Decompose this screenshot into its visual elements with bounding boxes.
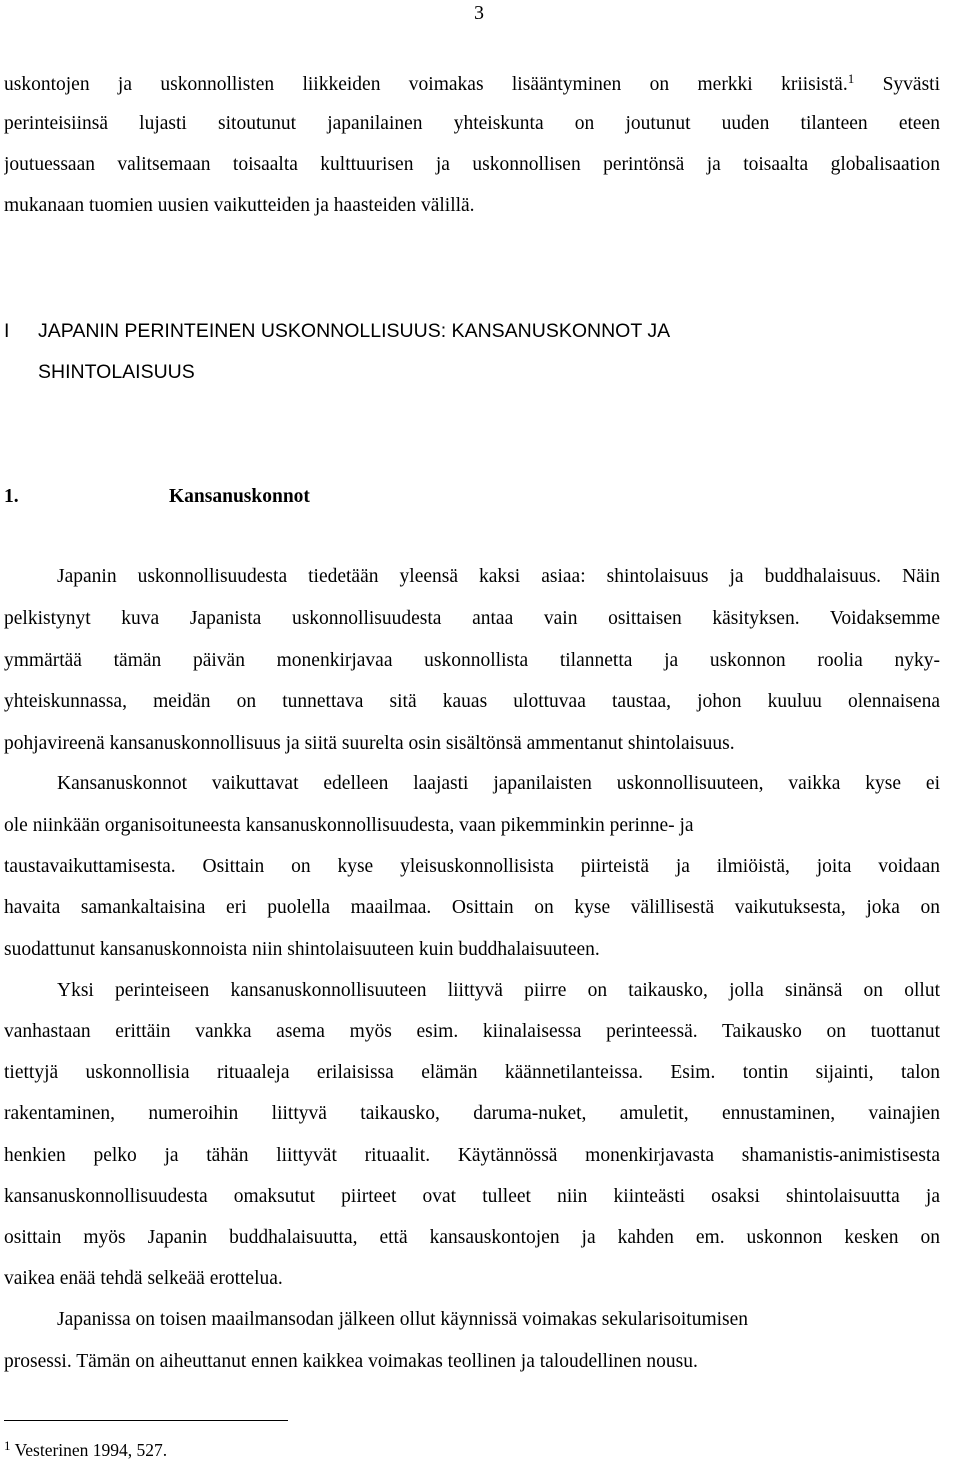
chapter-title-line: SHINTOLAISUUS	[38, 361, 195, 383]
intro-line: joutuessaan valitsemaan toisaalta kulttuurisen ja uskonnollisen perintönsä ja toisaalta globalisaation	[4, 154, 940, 175]
paragraph-line: vanhastaan erittäin vankka asema myös esim. kiinalaisessa perinteessä. Taikausko on tuottanut	[4, 1021, 940, 1042]
footnote-text: Vesterinen 1994, 527.	[14, 1440, 168, 1460]
chapter-title-line: JAPANIN PERINTEINEN USKONNOLLISUUS: KANSANUSKONNOT JA	[38, 320, 671, 342]
paragraph-line: osittain myös Japanin buddhalaisuutta, että kansauskontojen ja kahden em. uskonnon kesken on	[4, 1227, 940, 1248]
paragraph-line: Kansanuskonnot vaikuttavat edelleen laajasti japanilaisten uskonnollisuuteen, vaikka kyse ei	[57, 773, 940, 794]
paragraph-line: havaita samankaltaisina eri puolella maailmaa. Osittain on kyse välillisestä vaikutuksesta, joka on	[4, 897, 940, 918]
paragraph-line: pelkistynyt kuva Japanista uskonnollisuudesta antaa vain osittaisen käsityksen. Voidaksemme	[4, 608, 940, 629]
paragraph-line: rakentaminen, numeroihin liittyvä taikausko, daruma-nuket, amuletit, ennustaminen, vainajien	[4, 1103, 940, 1124]
paragraph-line: ole niinkään organisoituneesta kansanuskonnollisuudesta, vaan pikemminkin perinne- ja	[4, 815, 694, 836]
paragraph-line: pohjavireenä kansanuskonnollisuus ja siitä suurelta osin sisältönsä ammentanut shintolaisuus.	[4, 733, 735, 754]
paragraph-line: ymmärtää tämän päivän monenkirjavaa uskonnollista tilannetta ja uskonnon roolia nyky-	[4, 650, 940, 671]
paragraph-line: Japanin uskonnollisuudesta tiedetään yleensä kaksi asiaa: shintolaisuus ja buddhalaisuus. Näin	[57, 566, 940, 587]
section-number: 1.	[4, 486, 19, 507]
intro-line: mukanaan tuomien uusien vaikutteiden ja haasteiden välillä.	[4, 195, 475, 216]
intro-line: perinteisiinsä lujasti sitoutunut japanilainen yhteiskunta on joutunut uuden tilanteen eteen	[4, 113, 940, 134]
intro-line	[4, 71, 940, 97]
paragraph-line: yhteiskunnassa, meidän on tunnettava sitä kauas ulottuvaa taustaa, johon kuuluu olennaisena	[4, 691, 940, 712]
paragraph-line: kansanuskonnollisuudesta omaksutut piirteet ovat tulleet niin kiinteästi osaksi shintolaisuutta ja	[4, 1186, 940, 1207]
paragraph-line: henkien pelko ja tähän liittyvät rituaalit. Käytännössä monenkirjavasta shamanistis-animistisesta	[4, 1145, 940, 1166]
section-title: Kansanuskonnot	[169, 486, 310, 507]
intro-text: Syvästi	[882, 74, 940, 95]
paragraph-line: taustavaikuttamisesta. Osittain on kyse yleisuskonnollisista piirteistä ja ilmiöistä, joita voidaan	[4, 856, 940, 877]
footnote-divider	[4, 1420, 288, 1421]
paragraph-line: vaikea enää tehdä selkeää erottelua.	[4, 1268, 283, 1289]
footnote-reference: 1	[847, 71, 855, 86]
footnote	[4, 1438, 167, 1461]
intro-text: uskontojen ja uskonnollisten liikkeiden voimakas lisääntyminen on merkki kriisistä.	[4, 74, 848, 95]
paragraph-line: prosessi. Tämän on aiheuttanut ennen kaikkea voimakas teollinen ja taloudellinen nousu.	[4, 1351, 698, 1372]
page-number: 3	[474, 2, 484, 24]
paragraph-line: tiettyjä uskonnollisia rituaaleja erilaisissa elämän käännetilanteissa. Esim. tontin sijainti, talon	[4, 1062, 940, 1083]
paragraph-line: suodattunut kansanuskonnoista niin shintolaisuuteen kuin buddhalaisuuteen.	[4, 939, 600, 960]
footnote-mark: 1	[4, 1438, 11, 1453]
paragraph-line: Japanissa on toisen maailmansodan jälkeen ollut käynnissä voimakas sekularisoitumisen	[57, 1309, 749, 1330]
chapter-numeral: I	[4, 320, 10, 342]
paragraph-line: Yksi perinteiseen kansanuskonnollisuuteen liittyvä piirre on taikausko, jolla sinänsä on ollut	[57, 980, 940, 1001]
